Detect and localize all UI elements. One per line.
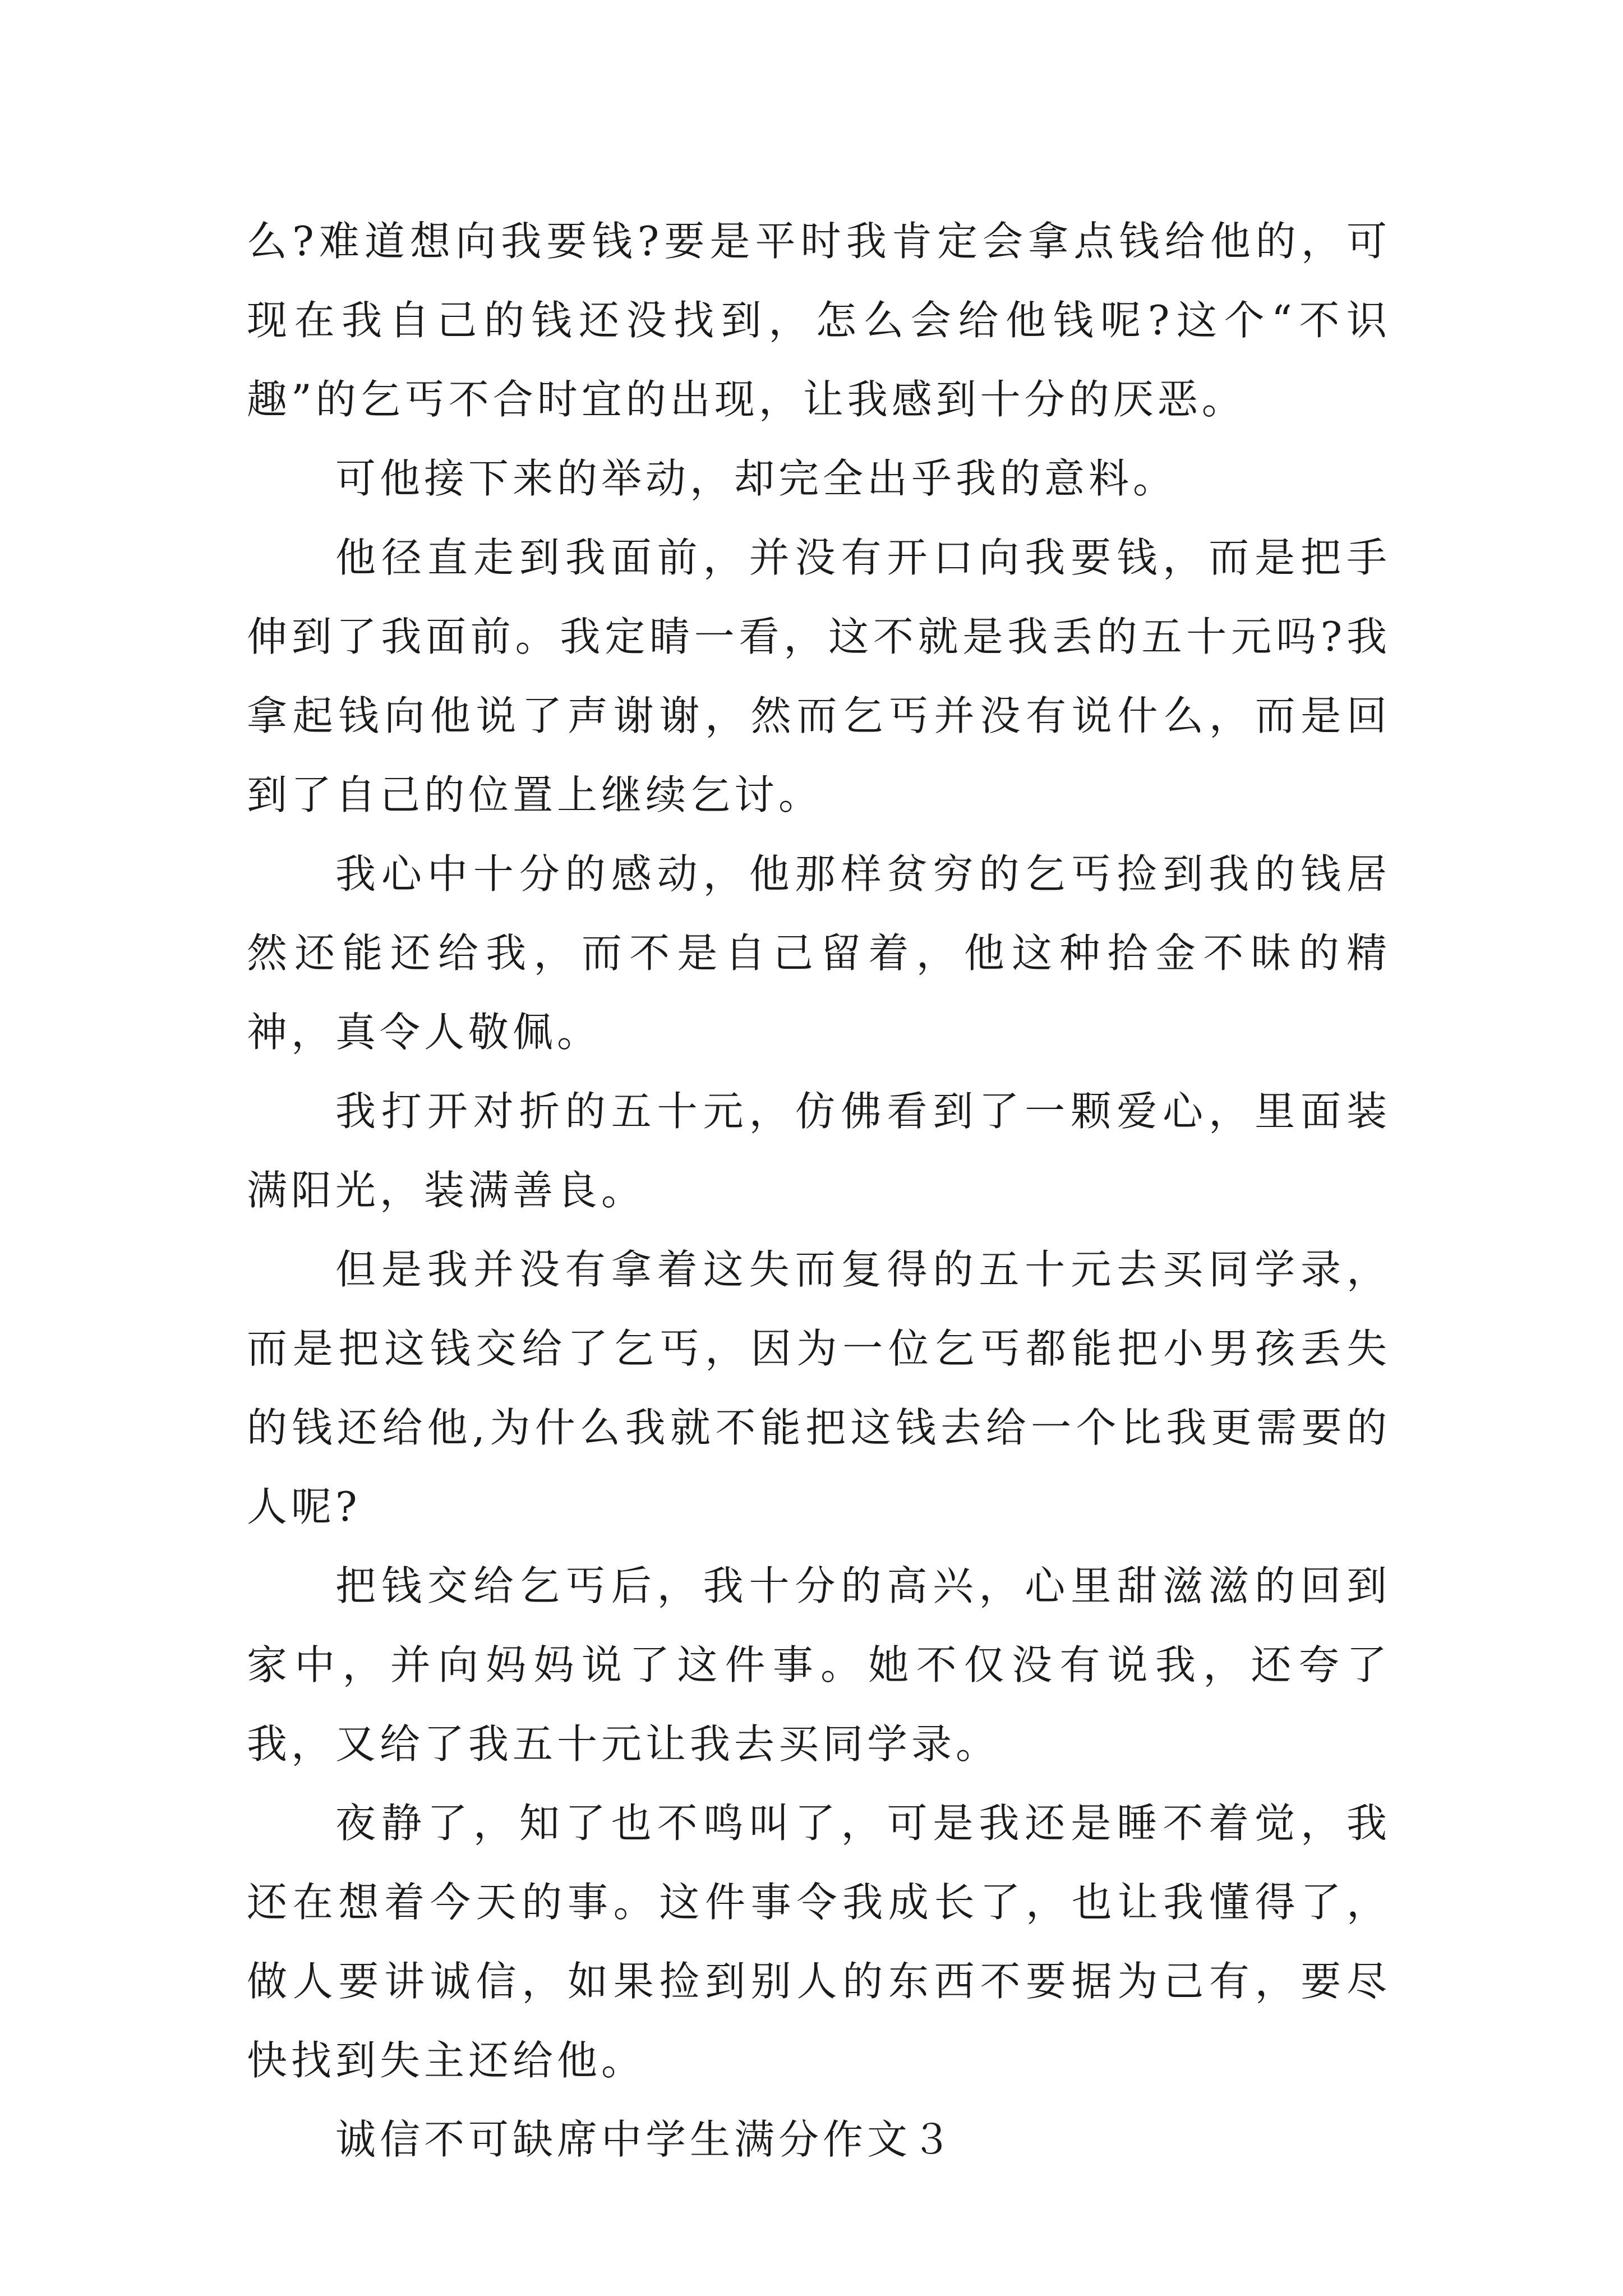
paragraph: 么?难道想向我要钱?要是平时我肯定会拿点钱给他的，可现在我自己的钱还没找到，怎么会给他钱呢?这个“不识趣”的乞丐不合时宜的出现，让我感到十分的厌恶。: [247, 218, 1391, 423]
paragraph: 可他接下来的举动，却完全出乎我的意料。: [335, 455, 1178, 502]
paragraph: 把钱交给乞丐后，我十分的高兴，心里甜滋滋的回到家中，并向妈妈说了这件事。她不仅没有说我，还夸了我，又给了我五十元让我去买同学录。: [247, 1562, 1391, 1768]
section-title: 诚信不可缺席中学生满分作文３: [335, 2116, 956, 2163]
essay-body: [247, 202, 1391, 2179]
paragraph: 他径直走到我面前，并没有开口向我要钱，而是把手伸到了我面前。我定睛一看，这不就是我丢的五十元吗?我拿起钱向他说了声谢谢，然而乞丐并没有说什么，而是回到了自己的位置上继续乞讨。: [247, 534, 1391, 818]
paragraph: 但是我并没有拿着这失而复得的五十元去买同学录，而是把这钱交给了乞丐，因为一位乞丐都能把小男孩丢失的钱还给他,为什么我就不能把这钱去给一个比我更需要的人呢?: [247, 1246, 1391, 1530]
paragraph: 我打开对折的五十元，仿佛看到了一颗爱心，里面装满阳光，装满善良。: [247, 1088, 1391, 1214]
paragraph: 我心中十分的感动，他那样贫穷的乞丐捡到我的钱居然还能还给我，而不是自己留着，他这种拾金不昧的精神，真令人敬佩。: [247, 850, 1391, 1056]
paragraph: 夜静了，知了也不鸣叫了，可是我还是睡不着觉，我还在想着今天的事。这件事令我成长了，也让我懂得了，做人要讲诚信，如果捡到别人的东西不要据为己有，要尽快找到失主还给他。: [247, 1800, 1391, 2084]
